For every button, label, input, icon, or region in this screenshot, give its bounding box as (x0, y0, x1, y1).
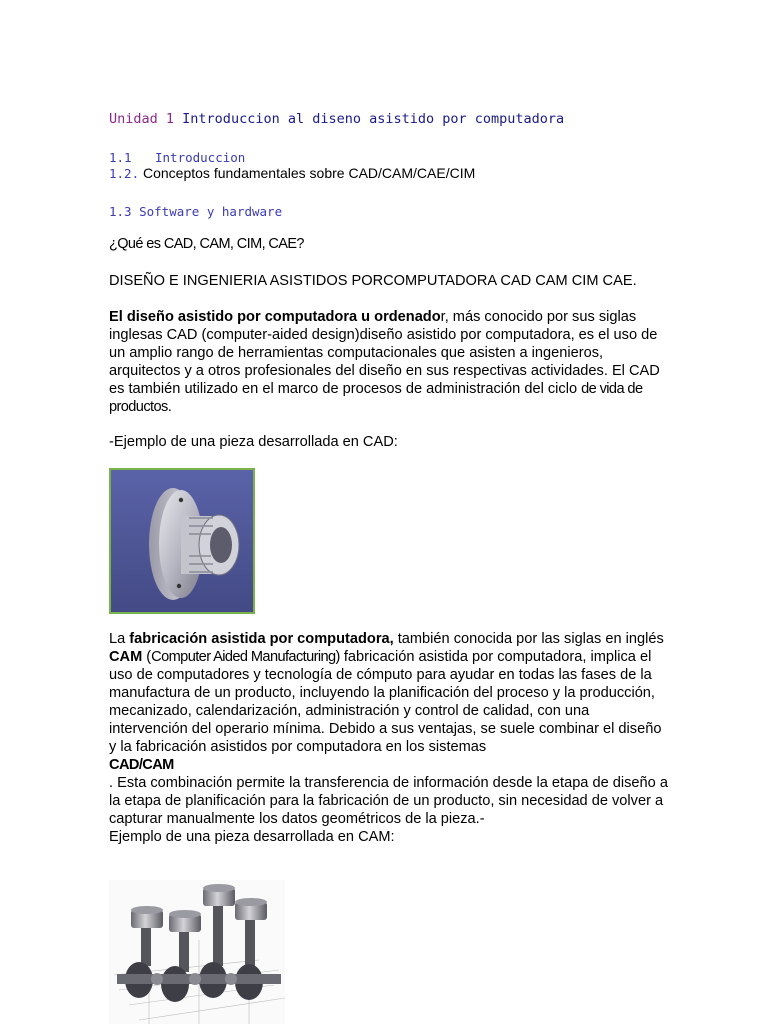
cad-paragraph (109, 308, 669, 416)
cam-full-name: Computer Aided Manufacturing) (151, 649, 340, 665)
cam-part-image (109, 880, 285, 1024)
toc-text: Conceptos fundamentales sobre CAD/CAM/CAE/CIM (143, 165, 476, 181)
cad-cam-term: CAD/CAM (109, 757, 174, 773)
unit-label: Unidad 1 (109, 111, 175, 127)
toc-item-3 (109, 204, 282, 219)
cad-bold-term: El diseño asistido por computadora u ordenado (109, 309, 441, 325)
cad-text-condensed: de vida de productos. (109, 381, 643, 415)
cam-text-3: fabricación asistida por computadora, implica el uso de computadores y tecnología de cómputo para ayudar en todas las fases de la manufactura de un producto, incluyendo la planificación del proceso y la producción, mecanizado, calendarización, administración y control de calidad, con una intervención del operario mínima. Debido a sus ventajas, se suele combinar el diseño y la fabricación asistidos por computadora en los sistemas (109, 649, 662, 755)
unit-title (109, 111, 564, 127)
toc-number: 1.2. (109, 166, 140, 181)
cad-part-image (109, 468, 255, 614)
toc-item-2 (109, 165, 475, 181)
unit-title-text: Introduccion al diseno asistido por computadora (182, 111, 565, 127)
cad-text: r, más conocido por sus siglas inglesas CAD (computer-aided design)diseño asistido por computadora, es el uso de un amplio rango de herramientas computacionales que asisten a ingenieros, arquitectos y a otros profesionales del diseño en sus respectivas actividades. El CAD es también utilizado en el marco de procesos de administración del ciclo (109, 309, 660, 397)
cam-bold-term: fabricación asistida por computadora, (129, 631, 394, 647)
cam-text-2: ( (142, 649, 152, 665)
cam-lead: La (109, 631, 130, 647)
cam-text-4: . Esta combinación permite la transferencia de información desde la etapa de diseño a la etapa de planificación para la fabricación de un producto, sin necesidad de volver a capturar manualmente los datos geométricos de la pieza.- (109, 775, 668, 827)
cam-paragraph (109, 630, 669, 846)
cad-example-caption: -Ejemplo de una pieza desarrollada en CAD: (109, 434, 398, 450)
cam-example-caption: Ejemplo de una pieza desarrollada en CAM: (109, 829, 395, 845)
question-heading: ¿Qué es CAD, CAM, CIM, CAE? (109, 236, 304, 252)
toc-text: Software y hardware (139, 204, 283, 219)
toc-number: 1.3 (109, 204, 132, 219)
section-heading: DISEÑO E INGENIERIA ASISTIDOS PORCOMPUTADORA CAD CAM CIM CAE. (109, 273, 637, 289)
toc-number: 1.1 (109, 150, 132, 165)
toc-text: Introduccion (155, 150, 246, 165)
cam-abbreviation: CAM (109, 649, 143, 665)
toc-item-1 (109, 150, 245, 165)
cam-text-1: también conocida por las siglas en inglés (393, 631, 664, 647)
